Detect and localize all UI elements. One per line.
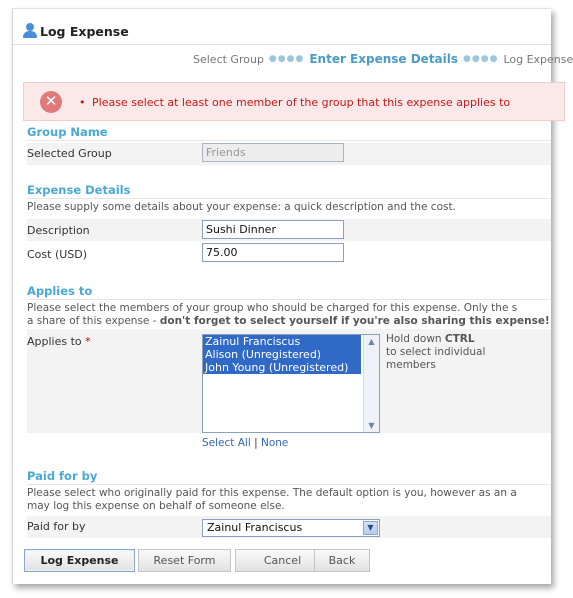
section-divider [27, 198, 551, 199]
cancel-button[interactable]: Cancel [235, 549, 330, 572]
applies-note-line1: Please select the members of your group who should be charged for this expense. Only the s [27, 302, 518, 314]
description-label: Description [27, 224, 90, 237]
member-option[interactable]: John Young (Unregistered) [203, 361, 361, 374]
paid-for-by-select[interactable] [202, 519, 380, 537]
applies-to-listbox[interactable] [202, 334, 380, 433]
paid-for-by-label: Paid for by [27, 520, 86, 533]
selected-group-label: Selected Group [27, 147, 112, 160]
step-log-expense: Log Expense [503, 52, 573, 66]
select-none-link[interactable]: None [260, 437, 289, 449]
error-box [23, 82, 565, 121]
chevron-down-icon[interactable]: ▼ [363, 521, 378, 535]
cost-input[interactable]: 75.00 [202, 243, 344, 262]
step-dots: ●●●● [463, 54, 499, 64]
expense-details-note: Please supply some details about your expense: a quick description and the cost. [27, 201, 456, 213]
error-message: • Please select at least one member of the group that this expense applies to [92, 96, 510, 109]
paid-for-by-value: Zainul Franciscus [207, 521, 303, 534]
section-divider [27, 484, 551, 485]
log-expense-button[interactable]: Log Expense [24, 549, 135, 572]
applies-to-label: Applies to * [27, 335, 91, 348]
ctrl-key: CTRL [444, 333, 475, 345]
listbox-scrollbar[interactable] [363, 335, 379, 432]
section-divider [27, 140, 551, 141]
description-input[interactable]: Sushi Dinner [202, 220, 344, 239]
title-bar [23, 21, 129, 41]
step-enter-details: Enter Expense Details [309, 52, 459, 66]
applies-to-heading: Applies to [27, 284, 93, 298]
paid-for-by-heading: Paid for by [27, 469, 98, 483]
wizard-steps [193, 52, 573, 66]
member-option[interactable]: Alison (Unregistered) [203, 348, 361, 361]
reset-form-button[interactable]: Reset Form [138, 549, 231, 572]
title-divider [13, 44, 551, 45]
group-name-heading: Group Name [27, 125, 108, 139]
section-divider [27, 299, 551, 300]
select-all-link[interactable]: Select All [202, 437, 251, 449]
paid-note-line1: Please select who originally paid for this expense. The default option is you, however as an a [27, 487, 517, 499]
paid-note-line2: may log this expense on behalf of someone else. [27, 500, 285, 512]
applies-note-line2: a share of this expense - don't forget to select yourself if you're also sharing this expense! [27, 315, 550, 327]
applies-note-emphasis: don't forget to select yourself if you're also sharing this expense! [159, 315, 550, 327]
link-separator: | [254, 437, 258, 449]
expense-details-heading: Expense Details [27, 183, 131, 197]
ctrl-hint: Hold down CTRL to select individual members [386, 333, 486, 371]
member-option[interactable]: Zainul Franciscus [203, 335, 361, 348]
select-links [202, 437, 288, 449]
user-icon [23, 23, 37, 39]
cost-label: Cost (USD) [27, 248, 88, 261]
scroll-up-icon[interactable]: ▲ [368, 337, 375, 346]
required-mark: * [85, 335, 91, 348]
error-x-icon: ✕ [40, 91, 62, 113]
page-title: Log Expense [40, 23, 129, 39]
selected-group-field: Friends [202, 143, 344, 162]
step-dots: ●●●● [268, 54, 305, 64]
log-expense-window [12, 8, 573, 584]
back-button[interactable]: Back [314, 549, 370, 572]
step-select-group: Select Group [193, 52, 264, 66]
scroll-down-icon[interactable]: ▼ [368, 421, 375, 430]
